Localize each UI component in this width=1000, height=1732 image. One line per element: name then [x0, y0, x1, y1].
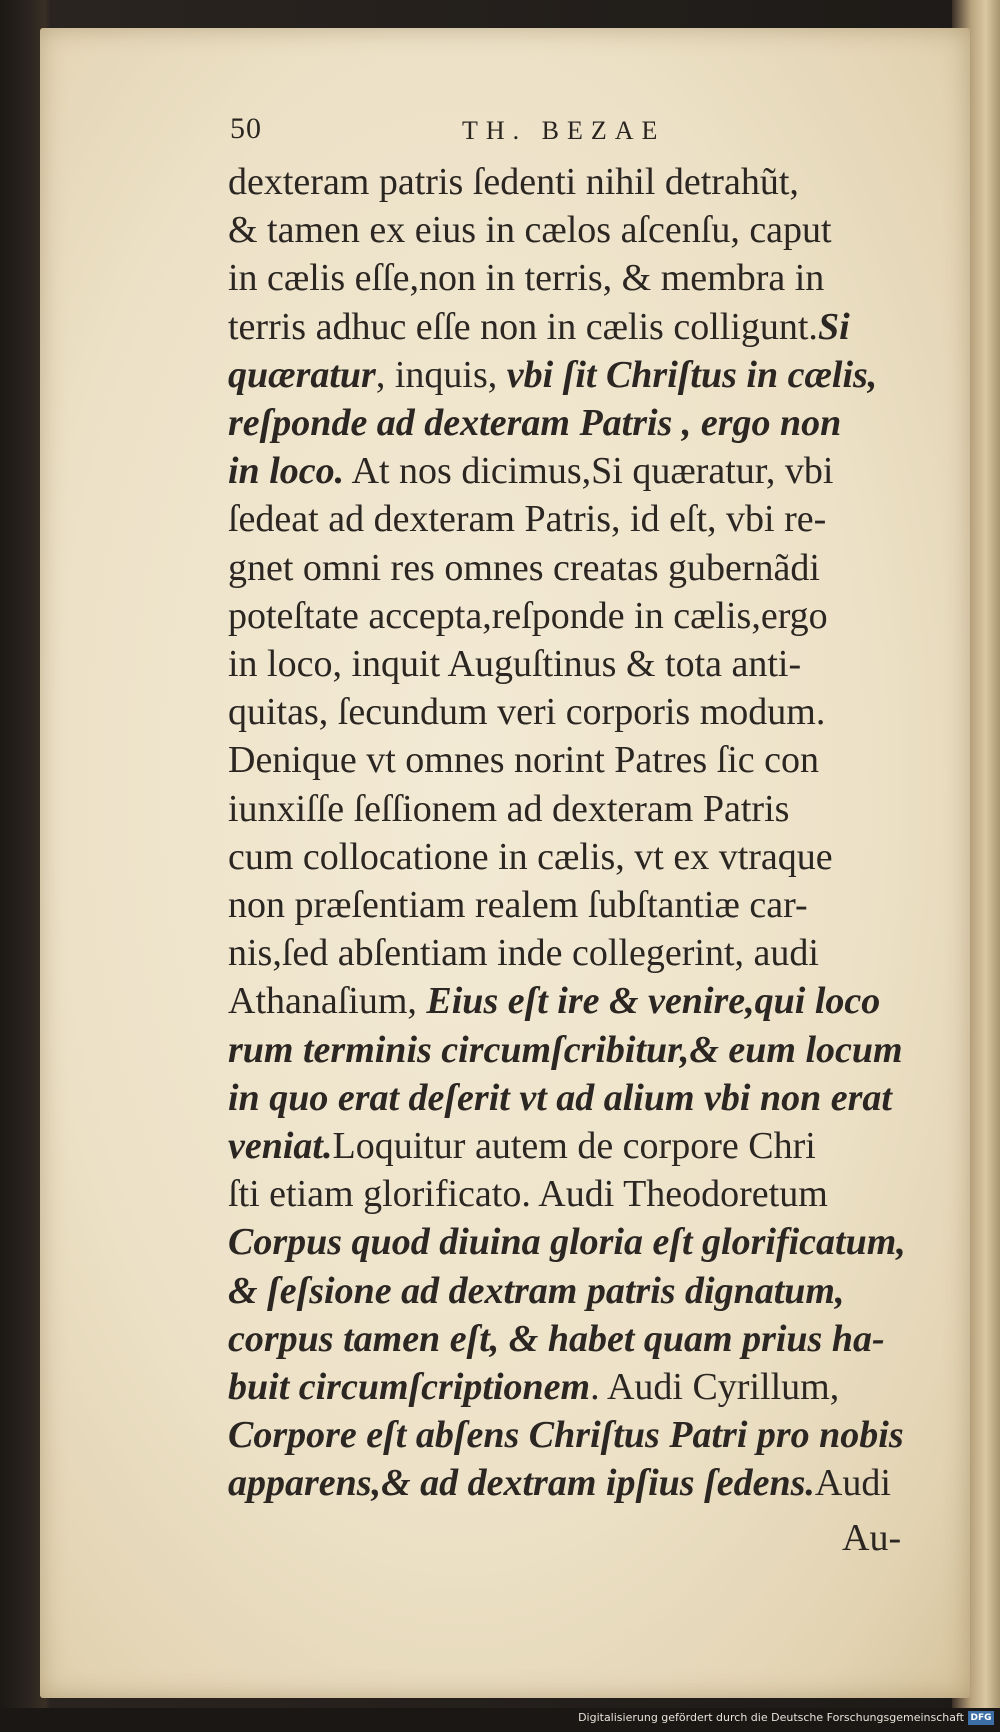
roman-run: dexteram patris ſedenti nihil detrahũt,	[228, 161, 799, 203]
roman-run: gnet omni res omnes creatas gubernãdi	[228, 546, 820, 589]
text-line	[228, 785, 920, 833]
dfg-logo: DFG	[968, 1711, 994, 1725]
text-line	[228, 1074, 920, 1122]
italic-run: Corpus quod diuina gloria eſt glorificatum,	[228, 1221, 906, 1264]
roman-run: Audi	[814, 1462, 891, 1505]
page-header	[230, 112, 700, 158]
running-title: TH. BEZAE	[462, 116, 666, 145]
text-line	[228, 977, 920, 1025]
roman-run: At nos dicimus,Si quæratur, vbi	[344, 450, 834, 493]
text-line	[228, 1122, 920, 1170]
roman-run: ſedeat ad dexteram Patris, id eſt, vbi re-	[228, 498, 827, 541]
roman-run: Loquitur autem de corpore Chri	[332, 1125, 816, 1167]
roman-run: poteſtate accepta,reſponde in cælis,ergo	[228, 594, 828, 637]
page-number: 50	[230, 112, 262, 145]
roman-run: , inquis,	[375, 353, 507, 396]
text-line	[228, 881, 920, 929]
roman-run: in loco, inquit Auguſtinus & tota anti-	[228, 643, 802, 685]
italic-run: veniat.	[228, 1125, 333, 1167]
text-line	[228, 544, 920, 592]
catchword: Au-	[842, 1517, 902, 1559]
text-line	[228, 351, 920, 399]
roman-run: in cælis eſſe,non in terris, & membra in	[228, 257, 825, 300]
roman-run: terris adhuc eſſe non in cælis colligunt.	[228, 305, 818, 348]
italic-run: in loco.	[228, 450, 345, 493]
roman-run: non præſentiam realem ſubſtantiæ car-	[228, 884, 808, 926]
text-line	[228, 929, 920, 977]
italic-run: vbi ſit Chriſtus in cælis,	[506, 353, 878, 396]
text-line	[228, 206, 920, 254]
text-line	[228, 399, 920, 447]
text-line	[228, 1411, 920, 1459]
italic-run: & ſeſsione ad dextram patris dignatum,	[228, 1269, 845, 1312]
text-line	[228, 254, 920, 302]
roman-run: ſti etiam glorificato. Audi Theodoretum	[228, 1173, 828, 1216]
text-line	[228, 1315, 920, 1363]
italic-run: buit circumſcriptionem	[228, 1366, 591, 1408]
text-line	[228, 495, 920, 543]
text-line	[228, 736, 920, 784]
text-line	[228, 1363, 920, 1411]
footer-note: Digitalisierung gefördert durch die Deutsche Forschungsgemeinschaft	[578, 1711, 964, 1724]
italic-run: reſponde ad dexteram Patris , ergo non	[228, 402, 842, 444]
text-line	[228, 1026, 920, 1074]
roman-run: quitas, ſecundum veri corporis modum.	[228, 691, 826, 734]
italic-run: rum terminis circumſcribitur,& eum locum	[228, 1028, 903, 1071]
text-line	[228, 833, 920, 881]
text-line	[228, 1459, 920, 1507]
text-line	[228, 1267, 920, 1315]
text-line	[228, 688, 920, 736]
italic-run: quæratur	[228, 353, 376, 396]
italic-run: corpus tamen eſt, & habet quam prius ha-	[228, 1317, 885, 1360]
italic-run: Eius eſt ire & venire,qui loco	[426, 980, 881, 1023]
roman-run: . Audi Cyrillum,	[590, 1366, 840, 1408]
text-line	[228, 592, 920, 640]
text-line	[228, 447, 920, 495]
italic-run: Si	[817, 305, 850, 348]
roman-run: nis,ſed abſentiam inde collegerint, audi	[228, 932, 819, 975]
text-line	[228, 1170, 920, 1218]
italic-run: apparens,& ad dextram ipſius ſedens.	[228, 1462, 815, 1505]
roman-run: & tamen ex eius in cælos aſcenſu, caput	[228, 209, 832, 252]
roman-run: cum collocatione in cælis, vt ex vtraque	[228, 835, 833, 878]
roman-run: iunxiſſe ſeſſionem ad dexteram Patris	[228, 787, 790, 830]
italic-run: Corpore eſt abſens Chriſtus Patri pro nobis	[228, 1414, 904, 1457]
text-line	[228, 303, 920, 351]
text-line	[228, 640, 920, 688]
italic-run: in quo erat deſerit vt ad alium vbi non erat	[228, 1076, 892, 1119]
roman-run: Athanaſium,	[228, 980, 427, 1023]
text-line	[228, 1218, 920, 1266]
text-line	[228, 158, 920, 206]
roman-run: Denique vt omnes norint Patres ſic con	[228, 739, 819, 782]
